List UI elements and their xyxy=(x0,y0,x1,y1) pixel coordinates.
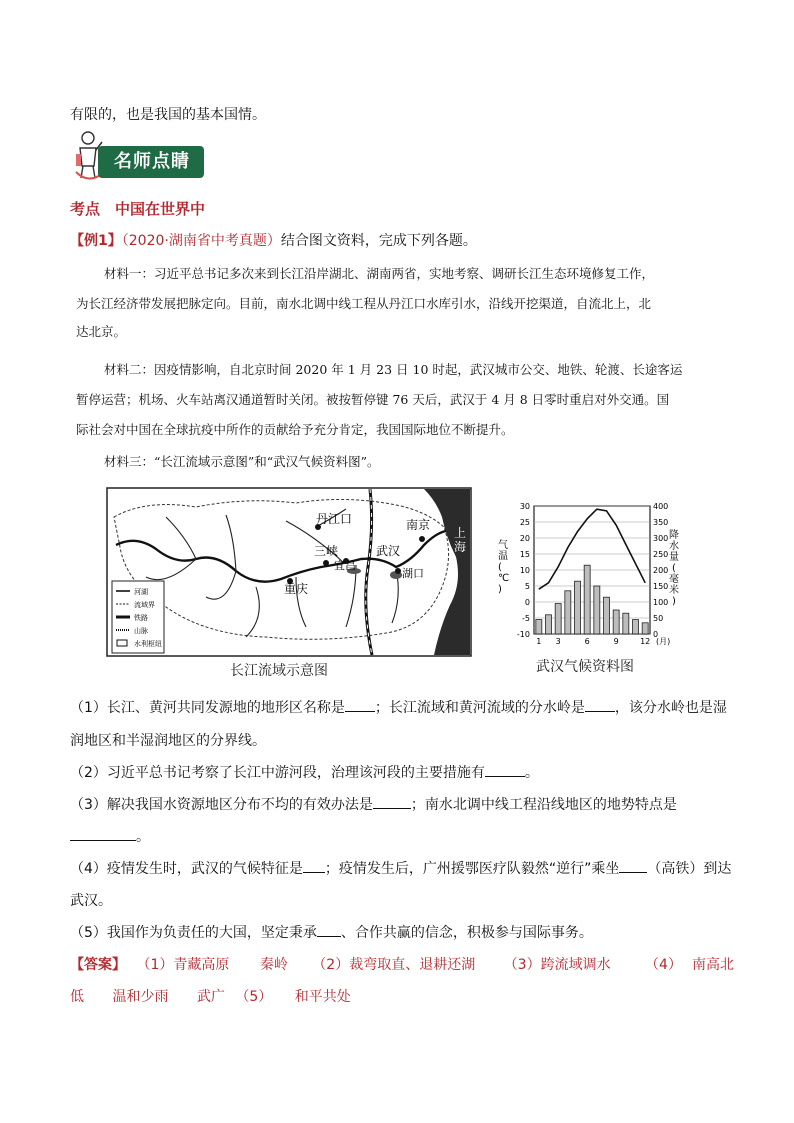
material-2-line-2: 暂停运营；机场、火车站离汉通道暂时关闭。被按暂停键 76 天后，武汉于 4 月 8 日零时重启对外交通。国 xyxy=(76,392,670,407)
precipitation-tick-label: 200 xyxy=(653,566,669,575)
temperature-tick-label: 0 xyxy=(524,598,530,607)
precipitation-tick-label: 250 xyxy=(653,550,669,559)
precipitation-tick-label: 300 xyxy=(653,534,669,543)
precipitation-bar xyxy=(575,581,581,634)
precipitation-axis-label: 量 xyxy=(669,552,679,563)
yangtze-basin-map xyxy=(106,487,472,657)
material-2-line-1: 材料二：因疫情影响，自北京时间 2020 年 1 月 23 日 10 时起，武汉城市公交、地铁、轮渡、长途客运 xyxy=(104,362,683,377)
wuhan-climate-chart xyxy=(490,498,686,648)
material-3-line: 材料三：“长江流域示意图”和“武汉气候资料图”。 xyxy=(104,454,380,469)
answer-blank[interactable] xyxy=(303,860,325,873)
precipitation-tick-label: 100 xyxy=(653,598,669,607)
question-3-line-2: 。 xyxy=(70,826,150,846)
answer-blank[interactable] xyxy=(619,860,647,873)
precipitation-bar xyxy=(565,591,571,634)
question-3-line-1: （3）解决我国水资源地区分布不均的有效办法是 ；南水北调中线工程沿线地区的地势特点是 xyxy=(70,797,677,813)
question-1-line-1: （1）长江、黄河共同发源地的地形区名称是 ；长江流域和黄河流域的分水岭是 ，该分水岭也是湿 xyxy=(70,700,727,716)
material-1-line-3: 达北京。 xyxy=(76,324,127,339)
precipitation-bar xyxy=(594,586,600,634)
answer-label: 【答案】 xyxy=(70,957,126,973)
precipitation-bar xyxy=(642,623,648,634)
precipitation-tick-label: 350 xyxy=(653,518,669,527)
precipitation-axis-label: 水 xyxy=(669,541,679,552)
material-1-line-2: 为长江经济带发展把脉定向。目前，南水北调中线工程从丹江口水库引水，沿线开挖渠道，自流北上，北 xyxy=(76,296,652,311)
map-caption: 长江流域示意图 xyxy=(230,663,328,679)
answer-line-1: 【答案】 （1）青藏高原 秦岭 （2）裁弯取直、退耕还湖 （3）跨流域调水 （4） 南高北 xyxy=(70,957,734,973)
teacher-tip-badge: 名师点睛 xyxy=(98,146,204,178)
label-nanjing: 南京 xyxy=(406,518,431,532)
material-2-line-3: 际社会对中国在全球抗疫中所作的贡献给予充分肯定，我国国际地位不断提升。 xyxy=(76,422,514,437)
answer-blank[interactable] xyxy=(317,924,341,937)
answer-blank[interactable] xyxy=(70,828,136,841)
answer-blank[interactable] xyxy=(585,699,615,712)
temperature-tick-label: -10 xyxy=(516,630,530,639)
material-1-line-1: 材料一：习近平总书记多次来到长江沿岸湖北、湖南两省，实地考察、调研长江生态环境修复工作， xyxy=(104,266,655,281)
month-tick-label: 6 xyxy=(584,637,590,646)
svg-text:水利枢纽: 水利枢纽 xyxy=(134,640,162,648)
month-unit: (月) xyxy=(656,637,671,646)
temperature-tick-label: 15 xyxy=(519,550,530,559)
label-chongqing: 重庆 xyxy=(284,582,309,596)
question-5: （5）我国作为负责任的大国，坚定秉承 、合作共赢的信念，积极参与国际事务。 xyxy=(70,925,593,941)
precipitation-bar xyxy=(555,604,561,634)
answer-line-2: 低 温和少雨 武广 （5） 和平共处 xyxy=(70,989,351,1005)
temperature-axis-label: ℃ xyxy=(498,573,510,584)
precipitation-bar xyxy=(623,613,629,634)
temperature-tick-label: 30 xyxy=(519,502,530,511)
svg-text:河湖: 河湖 xyxy=(134,588,148,596)
answer-blank[interactable] xyxy=(485,764,525,777)
question-2: （2）习近平总书记考察了长江中游河段，治理该河段的主要措施有 。 xyxy=(70,765,539,781)
temperature-axis-label: ) xyxy=(498,584,502,595)
temperature-axis-label: 温 xyxy=(498,551,508,562)
temperature-tick-label: 20 xyxy=(519,534,530,543)
month-tick-label: 1 xyxy=(536,637,542,646)
precipitation-bar xyxy=(584,565,590,634)
question-4-line-2: 武汉。 xyxy=(70,893,112,909)
precipitation-axis-label: 毫 xyxy=(669,574,679,585)
label-wuhan: 武汉 xyxy=(376,544,401,558)
precipitation-axis-label: ) xyxy=(672,596,676,607)
label-danjiangkou: 丹江口 xyxy=(316,512,353,526)
month-tick-label: 3 xyxy=(555,637,561,646)
map-legend xyxy=(112,581,164,653)
precipitation-axis-label: ( xyxy=(672,563,676,574)
precipitation-tick-label: 400 xyxy=(653,502,669,511)
precipitation-bar xyxy=(604,597,610,634)
svg-text:铁路: 铁路 xyxy=(134,614,148,622)
label-yichang: 宜昌 xyxy=(334,559,356,572)
label-shanghai-2: 海 xyxy=(454,540,467,554)
example-label: 【例1】 xyxy=(70,233,122,249)
precipitation-bar xyxy=(633,620,639,634)
intro-line: 有限的，也是我国的基本国情。 xyxy=(70,107,266,123)
temperature-tick-label: -5 xyxy=(522,614,530,623)
section-title: 考点 中国在世界中 xyxy=(70,200,206,218)
month-tick-label: 12 xyxy=(640,637,651,646)
temperature-tick-label: 5 xyxy=(524,582,530,591)
svg-text:山脉: 山脉 xyxy=(134,627,148,635)
label-hukou: 湖口 xyxy=(402,567,424,580)
precipitation-bar xyxy=(613,610,619,634)
precipitation-tick-label: 150 xyxy=(653,582,669,591)
svg-text:流域界: 流域界 xyxy=(134,601,155,609)
precipitation-bar xyxy=(536,620,542,634)
question-1-line-2: 润地区和半湿润地区的分界线。 xyxy=(70,733,266,749)
precipitation-axis-label: 降 xyxy=(669,530,679,541)
temperature-tick-label: 25 xyxy=(519,518,530,527)
example-instruction: 结合图文资料，完成下列各题。 xyxy=(280,233,477,249)
precipitation-tick-label: 50 xyxy=(653,614,664,623)
answer-blank[interactable] xyxy=(345,699,375,712)
temperature-axis-label: 气 xyxy=(498,540,508,551)
temperature-tick-label: 10 xyxy=(519,566,530,575)
temperature-axis-label: ( xyxy=(498,562,502,573)
example-source: （2020·湖南省中考真题） xyxy=(121,233,281,249)
precipitation-bar xyxy=(546,615,552,634)
label-shanghai-1: 上 xyxy=(454,526,467,540)
answer-blank[interactable] xyxy=(373,796,411,809)
climate-caption: 武汉气候资料图 xyxy=(536,659,634,675)
example-line xyxy=(70,230,477,250)
question-4-line-1: （4）疫情发生时，武汉的气候特征是 ；疫情发生后，广州援鄂医疗队毅然“逆行”乘坐 （高铁）到达 xyxy=(70,861,732,877)
precipitation-axis-label: 米 xyxy=(669,585,679,596)
month-tick-label: 9 xyxy=(613,637,619,646)
precipitation-tick-label: 0 xyxy=(653,630,659,639)
label-sanxia: 三峡 xyxy=(314,544,339,558)
